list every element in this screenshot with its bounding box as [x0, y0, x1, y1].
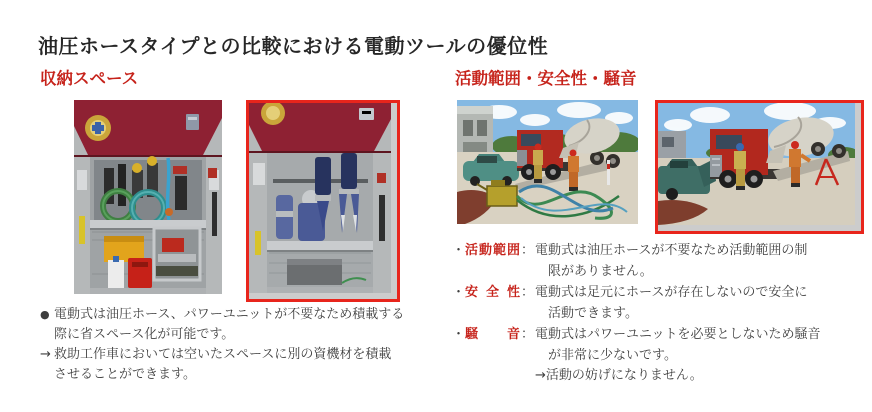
item-arrow-line: →活動の妨げになりません。 [535, 368, 703, 383]
rescue-hydraulic-illustration [457, 100, 638, 224]
item-safety [452, 283, 870, 324]
bullet-icon: ・ [452, 243, 466, 258]
item-noise [452, 325, 870, 387]
white-jug [108, 260, 124, 288]
bullet-icon: ・ [452, 285, 466, 300]
colon-separator: ： [521, 243, 535, 258]
storage-hydraulic-photo [74, 100, 222, 294]
item-line: 電動式は油圧ホースが不要なため活動範囲の制 [535, 243, 808, 258]
truck-red-panel [249, 103, 391, 154]
colon-separator: ： [521, 285, 535, 300]
note-line: 救助工作車においては空いたスペースに別の資機材を積載 [54, 347, 392, 362]
colon-separator: ： [521, 327, 535, 342]
rescue-hydraulic-photo [457, 100, 638, 224]
range-safety-noise-heading: 活動範囲・安全性・騒音 [455, 69, 637, 88]
note-rescue-truck [40, 345, 444, 385]
item-activity-range [452, 241, 870, 282]
note-line: させることができます。 [54, 367, 196, 382]
storage-space-heading: 収納スペース [40, 69, 139, 88]
advantage-items [452, 241, 870, 388]
note-line: 電動式は油圧ホース、パワーユニットが不要なため積載する [54, 307, 405, 322]
note-line: 際に省スペース化が可能です。 [54, 327, 235, 342]
rescue-electric-photo [655, 100, 864, 234]
item-line: 限がありません。 [548, 263, 653, 279]
rescue-electric-illustration [658, 103, 855, 225]
note-space-saving [40, 305, 444, 345]
item-line: 電動式は足元にホースが存在しないので安全に [535, 285, 808, 300]
shelf [267, 241, 373, 250]
yellow-handle [255, 231, 261, 255]
storage-electric-illustration [249, 103, 391, 293]
storage-notes [40, 305, 444, 385]
door-badge [186, 114, 199, 130]
storage-electric-photo [246, 100, 400, 302]
item-label: 安全性 [465, 285, 521, 300]
bullet-icon: ・ [452, 327, 466, 342]
storage-hydraulic-illustration [74, 100, 222, 294]
item-line: が非常に少ないです。 [548, 347, 677, 363]
truck-red-panel [74, 100, 222, 158]
electric-spreader [341, 153, 357, 189]
item-label: 騒音 [465, 327, 521, 342]
black-tool-on-door [379, 195, 385, 241]
item-line: 電動式はパワーユニットを必要としないため騒音 [535, 327, 821, 342]
electric-cutter [315, 157, 331, 195]
arrow-icon: → [40, 347, 51, 362]
yellow-handle [79, 216, 85, 244]
bullet-dot-icon: ● [40, 308, 50, 321]
black-tool-on-door [212, 192, 217, 236]
item-label: 活動範囲 [465, 243, 521, 258]
item-line: 活動できます。 [548, 305, 638, 321]
marker-pole [607, 160, 610, 185]
page-title: 油圧ホースタイプとの比較における電動ツールの優位性 [38, 34, 549, 58]
power-unit [154, 228, 200, 280]
